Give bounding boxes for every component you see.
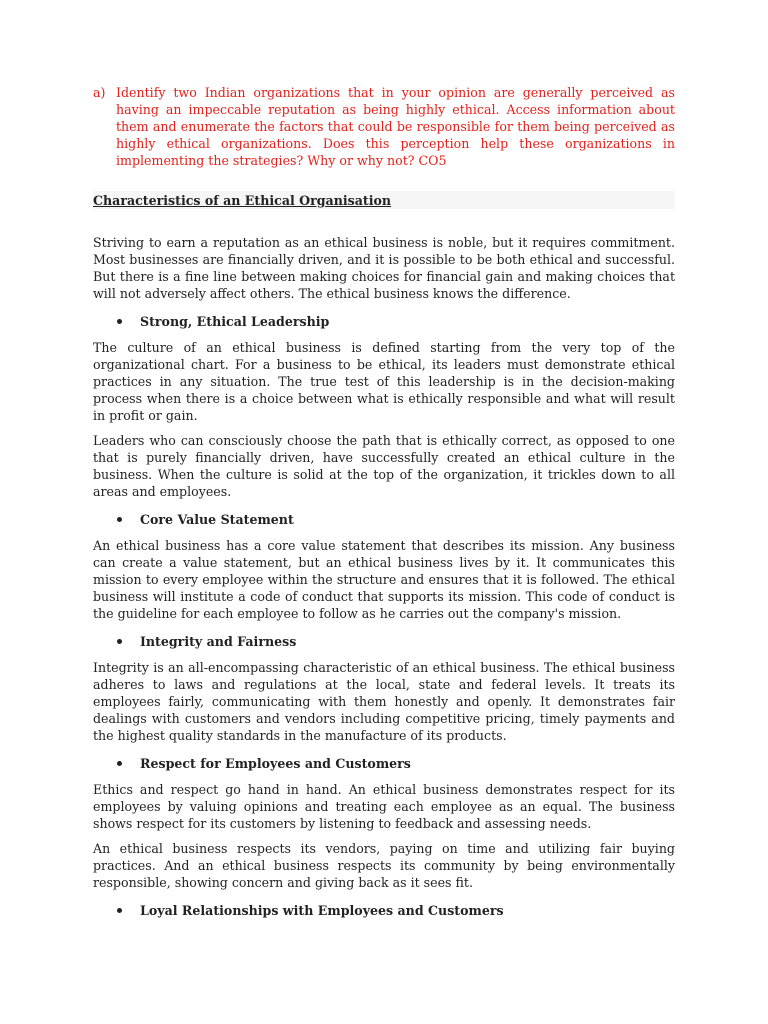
intro-paragraph: Striving to earn a reputation as an ethical business is noble, but it requires commitment. Most businesses are financially driven, and it is possible to be both ethical and successful. But there is a fine line between making choices for financial gain and making choices that will not adversely affect others. The ethical business knows the difference. xyxy=(93,235,675,301)
bullet-icon xyxy=(117,639,122,644)
document-content xyxy=(93,84,675,928)
body-paragraph: An ethical business has a core value statement that describes its mission. Any business can create a value statement, but an ethical business lives by it. It communicates this mission to every employee within the structure and ensures that it is followed. The ethical business will institute a code of conduct that supports its mission. This code of conduct is the guideline for each employee to follow as he carries out the company's mission. xyxy=(93,538,675,621)
bullet-heading-text: Respect for Employees and Customers xyxy=(140,756,411,771)
question-marker: a) xyxy=(93,85,106,100)
body-paragraph: Ethics and respect go hand in hand. An ethical business demonstrates respect for its employees by valuing opinions and treating each employee as an equal. The business shows respect for its customers by listening to feedback and assessing needs. xyxy=(93,782,675,831)
section-respect xyxy=(93,755,675,891)
bullet-icon xyxy=(117,761,122,766)
section-title: Characteristics of an Ethical Organisation xyxy=(93,191,675,209)
section-loyal xyxy=(93,902,675,919)
bullet-heading xyxy=(93,511,675,528)
bullet-icon xyxy=(117,908,122,913)
bullet-heading xyxy=(93,902,675,919)
bullet-heading-text: Core Value Statement xyxy=(140,512,294,527)
bullet-icon xyxy=(117,517,122,522)
body-paragraph: Leaders who can consciously choose the path that is ethically correct, as opposed to one that is purely financially driven, have successfully created an ethical culture in the business. When the culture is solid at the top of the organization, it trickles down to all areas and employees. xyxy=(93,433,675,499)
bullet-heading xyxy=(93,755,675,772)
bullet-heading-text: Loyal Relationships with Employees and Customers xyxy=(140,903,504,918)
question-item xyxy=(93,84,675,169)
bullet-heading xyxy=(93,633,675,650)
bullet-heading xyxy=(93,313,675,330)
question-text: Identify two Indian organizations that in your opinion are generally perceived as having an impeccable reputation as being highly ethical. Access information about them and enumerate the factors that could be responsible for them being perceived as highly ethical organizations. Does this perception help these organizations in implementing the strategies? Why or why not? CO5 xyxy=(116,85,675,168)
section-integrity xyxy=(93,633,675,744)
bullet-heading-text: Integrity and Fairness xyxy=(140,634,297,649)
section-leadership xyxy=(93,313,675,500)
body-paragraph: An ethical business respects its vendors, paying on time and utilizing fair buying practices. And an ethical business respects its community by being environmentally responsible, showing concern and giving back as it sees fit. xyxy=(93,841,675,890)
bullet-heading-text: Strong, Ethical Leadership xyxy=(140,314,330,329)
body-paragraph: The culture of an ethical business is defined starting from the very top of the organizational chart. For a business to be ethical, its leaders must demonstrate ethical practices in any situation. The true test of this leadership is in the decision-making process when there is a choice between what is ethically responsible and what will result in profit or gain. xyxy=(93,340,675,423)
section-core-value xyxy=(93,511,675,622)
bullet-icon xyxy=(117,319,122,324)
body-paragraph: Integrity is an all-encompassing characteristic of an ethical business. The ethical business adheres to laws and regulations at the local, state and federal levels. It treats its employees fairly, communicating with them honestly and openly. It demonstrates fair dealings with customers and vendors including competitive pricing, timely payments and the highest quality standards in the manufacture of its products. xyxy=(93,660,675,743)
